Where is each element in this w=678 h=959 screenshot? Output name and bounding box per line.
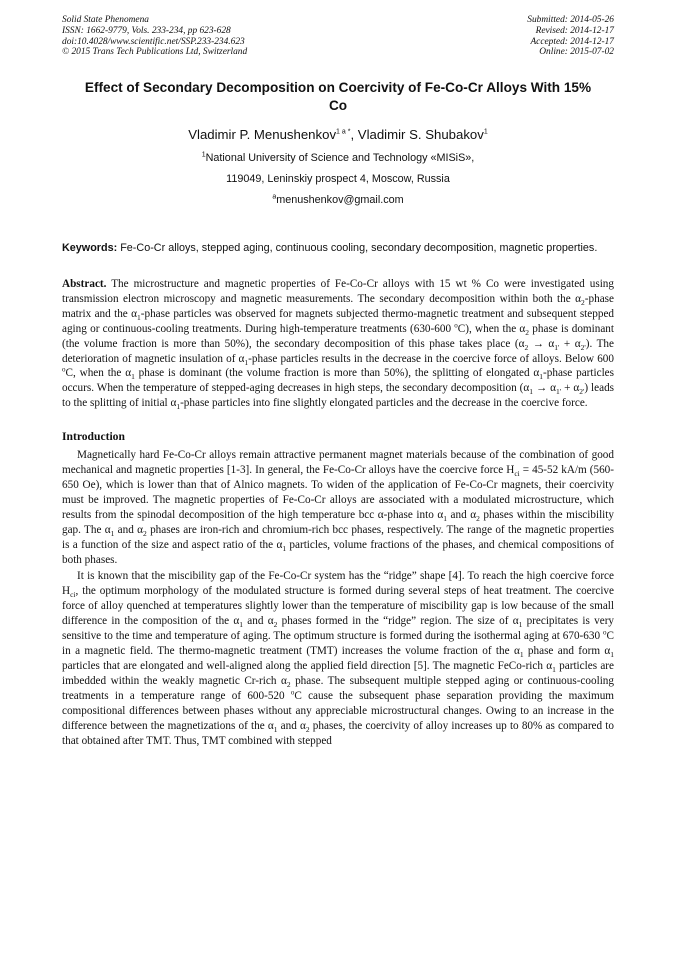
paragraph-text: phase and form α [523,644,611,657]
author-name: Vladimir P. Menushenkov [188,127,337,143]
abstract-text: + α [561,382,580,395]
abstract-text: The microstructure and magnetic properties of Fe-Co-Cr alloys with 15 wt % Co were investigated using transmission electron microscopy and magnetic measurements. The secondary decomposition within both the α [62,277,614,305]
subscript: ci [70,589,76,599]
email-superscript: a [272,193,277,201]
subscript: ci [514,469,520,479]
paragraph-text: , the optimum morphology of the modulated structure is formed during several steps of heat treatment. The coercive force of alloy quenched at temperatures slightly lower than the temperature of miscibility gap is low because of the small difference in the composition of the α [62,584,614,627]
paragraph-text: Magnetically hard Fe-Co-Cr alloys remain attractive permanent magnet materials because of the combination of good mechanical and magnetic properties [1-3]. In general, the Fe-Co-Cr alloys have the coercive force H [62,449,614,477]
date-accepted: Accepted: 2014-12-17 [530,36,614,47]
paragraph [62,569,614,750]
abstract-text: → α [533,382,557,395]
subscript: 2' [579,387,585,397]
journal-name: Solid State Phenomena [62,15,149,25]
paper-title: Effect of Secondary Decomposition on Coercivity of Fe-Co-Cr Alloys With 15% Co [84,80,592,114]
affiliation-address: 119049, Leninskiy prospect 4, Moscow, Russia [226,173,450,186]
subscript: 1 [273,725,278,735]
paragraph-text: phases are iron-rich and chromium-rich bcc phases, respectively. The range of the magnetic properties is a function of the size and aspect ratio of the α [62,524,614,552]
abstract-text: ). The deterioration of magnetic insulation of α [62,337,614,365]
abstract [62,277,614,411]
subscript: 1 [176,402,181,412]
abstract-label: Abstract. [62,277,107,290]
paragraph-text: particles that are elongated and well-aligned along the applied field direction [5]. The magnetic FeCo-rich α [62,659,553,672]
journal-issn: ISSN: 1662-9779, Vols. 233-234, pp 623-628 [62,25,231,36]
subscript: 2 [476,514,480,524]
affiliation-superscript: 1 [201,151,206,159]
author-email: menushenkov@gmail.com [276,194,404,207]
affiliation-email-line [62,190,614,211]
paragraph-text: phase. The subsequent multiple stepped aging or continuous-cooling treatments in a temperature range of 600-520 [62,674,614,702]
paragraph-text: phases within the miscibility gap. The α [62,509,614,537]
subscript: 1 [282,544,287,554]
subscript: 1 [244,357,249,367]
subscript: 2' [580,342,586,352]
abstract-text: → α [528,337,555,350]
section-heading-introduction: Introduction [62,430,125,444]
affiliation-institution: National University of Science and Technology «MISiS», [205,152,475,165]
affiliation-line [62,148,614,169]
degree-sign: o [290,688,295,697]
subscript: 1 [539,372,544,382]
subscript: 2 [581,298,585,308]
author-name: Vladimir S. Shubakov [357,127,484,143]
subscript: 1 [552,665,556,675]
abstract-text: C, when the α [65,367,132,380]
author-separator: , [350,127,358,143]
subscript: 1 [443,514,447,524]
degree-sign: o [454,320,458,329]
subscript: 1 [137,313,141,323]
journal-copyright: © 2015 Trans Tech Publications Ltd, Switzerland [62,47,248,58]
abstract-text: phase is dominant (the volume fraction is more than 50%), the splitting of elongated α [134,367,540,380]
paragraph-text: phases, the coercivity of alloy increases up to 80% as compared to that obtained after TMT. Thus, TMT combined with stepped [62,719,614,748]
keywords-text: Fe-Co-Cr alloys, stepped aging, continuous cooling, secondary decomposition, magnetic properties. [117,242,598,255]
abstract-text: + α [559,337,581,350]
author-superscript: 1 [483,128,488,136]
paragraph-text: particles are imbedded within the weakly magnetic Cr-rich α [62,659,614,687]
journal-header [62,15,614,58]
paragraph-text: = 45-52 kA/m (560-650 Oe), which is lower than that of Alnico magnets. To widen of the application of Fe-Co-Cr magnets, their coercivity must be improved. The magnetic properties of Fe-Co-Cr alloys are associated with a modulated microstructure, which results from the spinodal decomposition of the high temperature bcc α-phase into α [62,464,614,522]
subscript: 2 [286,680,291,690]
abstract-text: -phase particles was observed for magnets subjected thermo-magnetic treatment and subsequent stepped aging or continuous-cooling treatments. During high-temperature treatments (630-600 [62,307,615,335]
journal-doi: doi:10.4028/www.scientific.net/SSP.233-234.623 [62,36,245,47]
subscript: 1 [110,529,115,539]
degree-sign: o [603,627,607,636]
paragraph-text: and α [243,614,274,627]
abstract-text: ) leads to the splitting of initial α [62,382,615,410]
date-revised: Revised: 2014-12-17 [535,25,614,36]
subscript: 1 [239,619,244,629]
paragraph-text: precipitates is very sensitive to the time and temperature of aging. The optimum structure is formed during the isothermal aging at 670-630 [62,614,615,642]
subscript: 2 [143,529,147,539]
subscript: 2 [525,327,530,337]
keywords-label: Keywords: [62,242,118,255]
journal-info [62,15,247,58]
paragraph-text: C cause the subsequent phase separation providing the maximum compositional differences between phases without any appreciable microstructural changes. Owing to an increase in the difference between the magnetizations of the α [62,689,614,732]
degree-sign: o [62,365,66,374]
subscript: 1 [519,649,524,659]
paragraph-text: and α [277,719,306,732]
paragraph-text: particles, volume fractions of the phases, and chemical compositions of both phases. [62,539,614,567]
author-list [62,126,614,144]
abstract-text: -phase particles results in the decrease in the coercive force of alloys. Below 600 [248,352,614,365]
subscript: 2 [524,342,529,352]
subscript: 1' [554,342,560,352]
subscript: 2 [273,619,278,629]
subscript: 1 [610,649,614,659]
abstract-text: C), when the α [457,322,526,335]
paragraph-text: phases formed in the “ridge” region. The size of α [277,614,519,627]
paper-page [62,15,614,749]
keywords [62,241,614,256]
abstract-text: -phase particles into fine slightly elongated particles and the decrease in the coercive force. [180,397,588,410]
paragraph [62,448,614,568]
paragraph-text: It is known that the miscibility gap of the Fe-Co-Cr system has the “ridge” shape [4]. To reach the high coercive force H [62,569,614,597]
abstract-text: phase is dominant (the volume fraction is more than 50%), the secondary decomposition of this phase takes place (α [62,322,614,350]
paragraph-text: C in a magnetic field. The thermo-magnetic treatment (TMT) increases the volume fraction of the α [62,629,614,657]
date-online: Online: 2015-07-02 [539,47,614,58]
paragraph-text: and α [114,524,144,537]
subscript: 2 [305,725,310,735]
abstract-text: -phase particles occurs. When the temperature of stepped-aging decreases in high steps, the secondary decomposition (α [62,367,614,395]
subscript: 1 [529,387,534,397]
author-superscript: 1 a * [336,128,351,136]
abstract-text: -phase matrix and the α [62,292,614,320]
paragraph-text: and α [446,509,477,522]
submission-dates [527,15,614,58]
subscript: 1 [518,619,523,629]
subscript: 1' [556,387,562,397]
subscript: 1 [131,372,135,382]
date-submitted: Submitted: 2014-05-26 [527,15,614,25]
